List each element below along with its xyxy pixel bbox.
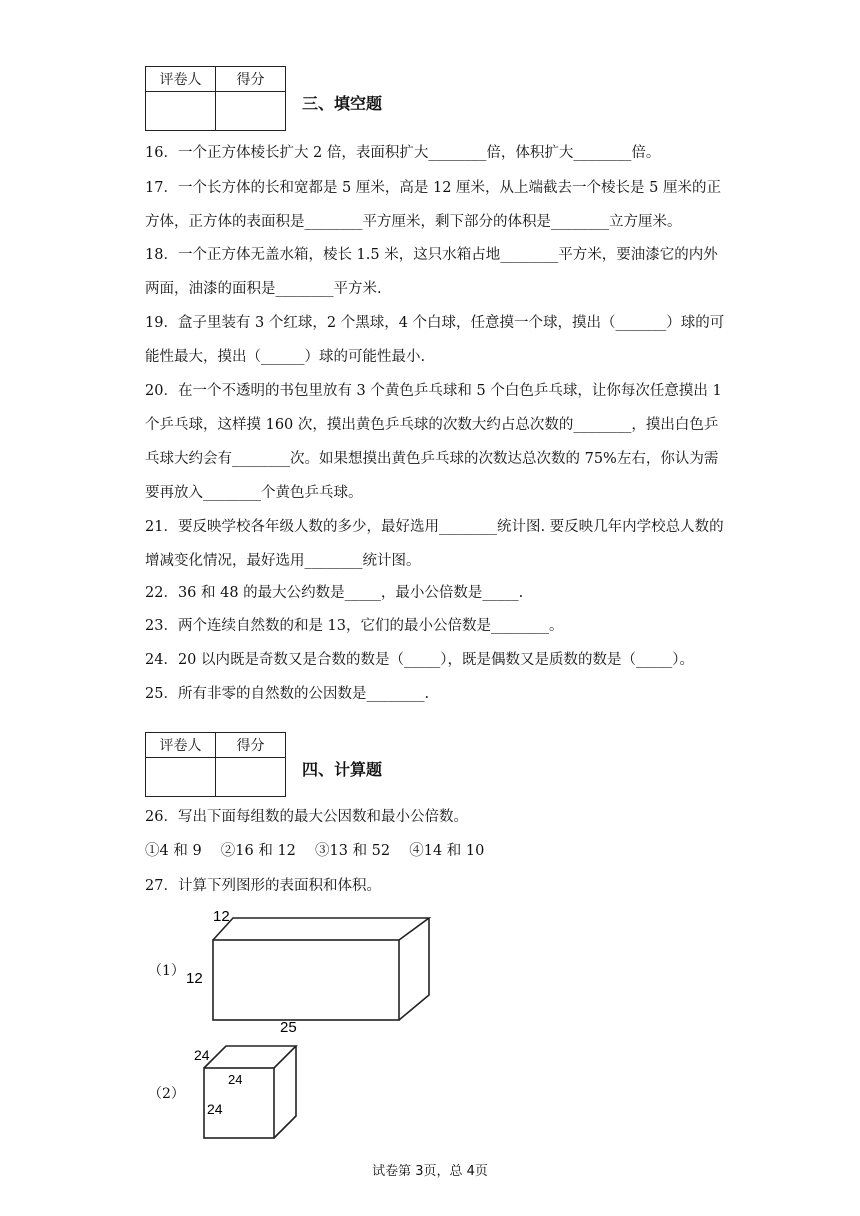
question-25: 25．所有非零的自然数的公因数是________. <box>145 686 430 702</box>
section-title-calculation: 四、计算题 <box>302 760 383 779</box>
question-22: 22．36 和 48 的最大公约数是_____，最小公倍数是_____. <box>145 585 524 601</box>
reviewer-cell <box>146 92 216 131</box>
reviewer-label: 评卷人 <box>146 67 216 92</box>
cuboid-figure <box>180 905 440 1035</box>
question-16: 16．一个正方体棱长扩大 2 倍，表面积扩大________倍，体积扩大________倍。 <box>145 145 661 161</box>
question-18: 18．一个正方体无盖水箱，棱长 1.5 米，这只水箱占地________平方米，要油漆它的内外两面，油漆的面积是________平方米. <box>145 247 718 297</box>
question-27: 27．计算下列图形的表面积和体积。 <box>145 878 381 894</box>
figure-1-label: （1） <box>148 963 185 979</box>
cuboid-bottom-label: 25 <box>280 1019 297 1035</box>
reviewer-cell <box>146 758 216 797</box>
question-23: 23．两个连续自然数的和是 13，它们的最小公倍数是________。 <box>145 618 564 634</box>
cube-top-label: 24 <box>194 1047 210 1063</box>
page-footer: 试卷第 3页，总 4页 <box>372 1164 488 1179</box>
score-box-section3 <box>145 66 286 131</box>
score-cell <box>216 92 286 131</box>
cube-figure <box>190 1040 310 1150</box>
question-17: 17．一个长方体的长和宽都是 5 厘米，高是 12 厘米，从上端截去一个棱长是 5 厘米的正方体，正方体的表面积是________平方厘米，剩下部分的体积是________立方厘米。 <box>145 180 722 230</box>
question-26: 26．写出下面每组数的最大公因数和最小公倍数。 <box>145 809 468 825</box>
score-label: 得分 <box>216 733 286 758</box>
cube-left-label: 24 <box>207 1101 223 1117</box>
score-box-section4 <box>145 732 286 797</box>
cuboid-top-label: 12 <box>213 908 230 925</box>
question-24: 24．20 以内既是奇数又是合数的数是（_____），既是偶数又是质数的数是（_____）。 <box>145 652 695 668</box>
question-19: 19．盒子里装有 3 个红球，2 个黑球，4 个白球，任意摸一个球，摸出（_______）球的可能性最大，摸出（______）球的可能性最小. <box>145 315 725 365</box>
figure-2-label: （2） <box>148 1086 185 1102</box>
cube-front-top-label: 24 <box>228 1072 243 1087</box>
score-cell <box>216 758 286 797</box>
question-20: 20．在一个不透明的书包里放有 3 个黄色乒乓球和 5 个白色乒乓球，让你每次任意摸出 1 个乒乓球，这样摸 160 次，摸出黄色乒乓球的次数大约占总次数的________，摸出白色乒乓球大约会有________次。如果想摸出黄色乒乓球的次数达总次数的 75%左右，你认为需要再放入________个黄色乒乓球。 <box>145 383 722 501</box>
reviewer-label: 评卷人 <box>146 733 216 758</box>
section-title-fill-in: 三、填空题 <box>302 94 383 113</box>
question-26-items: ①4 和 9 ②16 和 12 ③13 和 52 ④14 和 10 <box>145 843 485 859</box>
score-label: 得分 <box>216 67 286 92</box>
cuboid-left-label: 12 <box>186 970 203 987</box>
question-21: 21．要反映学校各年级人数的多少，最好选用________统计图. 要反映几年内学校总人数的增减变化情况，最好选用________统计图。 <box>145 519 724 569</box>
